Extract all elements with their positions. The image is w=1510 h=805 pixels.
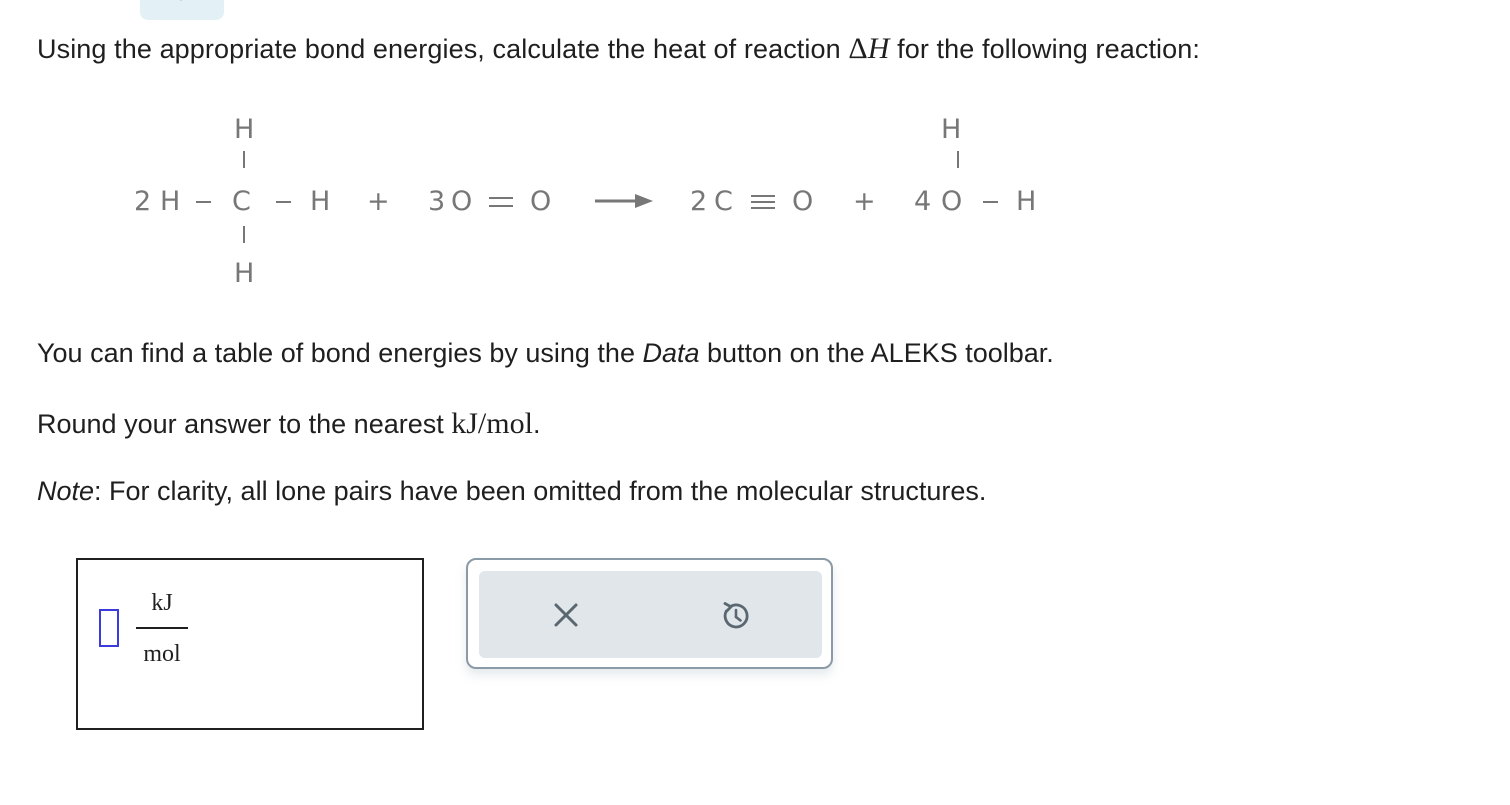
- answer-area: [76, 558, 424, 730]
- methane-carbon: C: [232, 186, 251, 217]
- data-hint-text: [37, 338, 1054, 369]
- clear-button[interactable]: [548, 597, 584, 633]
- reaction-equation: [0, 100, 1100, 300]
- unit-numerator: kJ: [151, 590, 173, 616]
- triple-bond: [749, 193, 777, 211]
- answer-tools-panel: [466, 558, 833, 669]
- water-oxygen: O: [941, 186, 963, 217]
- note-text: : For clarity, all lone pairs have been omitted from the molecular structures.: [94, 476, 987, 506]
- undo-button[interactable]: [718, 597, 754, 633]
- question-prompt: [37, 32, 1200, 66]
- note-label: Note: [37, 476, 95, 506]
- answer-tools-bar: [479, 571, 822, 658]
- collapse-tab[interactable]: [140, 0, 224, 20]
- reaction-arrow-icon: [595, 193, 655, 209]
- plus-sign: +: [853, 186, 876, 217]
- oxygen-atom: O: [451, 186, 473, 217]
- data-emphasis: Data: [642, 338, 700, 368]
- lone-pair-note: [37, 476, 986, 507]
- rounding-text: Round your answer to the nearest: [37, 409, 452, 439]
- rounding-instruction: [37, 407, 540, 441]
- unit-denominator: mol: [143, 641, 181, 667]
- single-bond: [196, 201, 211, 203]
- x-icon: [548, 597, 584, 633]
- chevron-down-icon: [174, 0, 188, 8]
- hint-text-after: button on the ALEKS toolbar.: [699, 338, 1054, 368]
- delta-symbol: Δ: [848, 32, 868, 65]
- hint-text-before: You can find a table of bond energies by using the: [37, 338, 643, 368]
- oxygen-coefficient: 3: [428, 186, 446, 217]
- answer-input[interactable]: [99, 609, 119, 647]
- methane-right-h: H: [310, 186, 331, 217]
- methane-left-h: H: [160, 186, 181, 217]
- fraction-bar: [136, 627, 188, 629]
- rounding-period: .: [532, 409, 541, 439]
- rounding-unit: kJ/mol: [451, 407, 533, 440]
- single-bond: [957, 151, 959, 168]
- methane-coefficient: 2: [134, 186, 152, 217]
- undo-icon: [718, 597, 754, 633]
- prompt-text-after: for the following reaction:: [889, 34, 1200, 64]
- enthalpy-symbol: H: [867, 32, 890, 65]
- co-oxygen: O: [792, 186, 814, 217]
- methane-bottom-h: H: [234, 258, 255, 289]
- single-bond: [983, 201, 998, 203]
- water-top-h: H: [941, 114, 962, 145]
- single-bond: [243, 151, 245, 168]
- methane-top-h: H: [234, 114, 255, 145]
- water-right-h: H: [1016, 186, 1037, 217]
- single-bond: [243, 226, 245, 243]
- co-coefficient: 2: [690, 186, 708, 217]
- plus-sign: +: [367, 186, 390, 217]
- oxygen-atom: O: [530, 186, 552, 217]
- double-bond: [487, 195, 515, 209]
- water-coefficient: 4: [914, 186, 932, 217]
- co-carbon: C: [714, 186, 733, 217]
- single-bond: [276, 201, 291, 203]
- prompt-text-before: Using the appropriate bond energies, calculate the heat of reaction: [37, 34, 849, 64]
